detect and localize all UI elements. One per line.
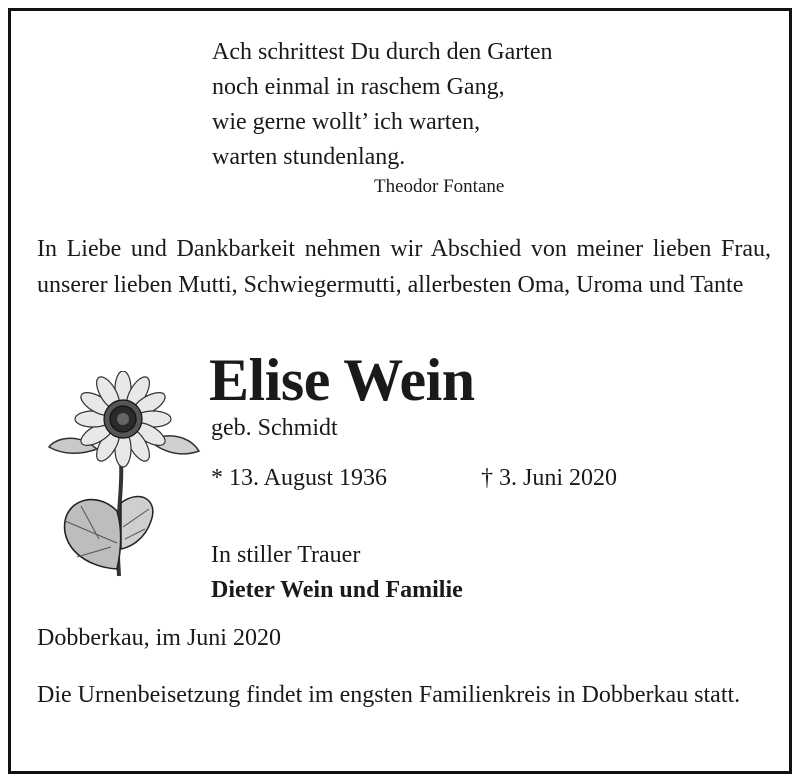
poem-line: Ach schrittest Du durch den Garten: [212, 39, 553, 65]
birth-name: geb. Schmidt: [211, 415, 338, 441]
mourning-line: In stiller Trauer: [211, 542, 361, 568]
poem-author: Theodor Fontane: [374, 176, 505, 197]
poem: [212, 35, 553, 175]
place-date: Dobberkau, im Juni 2020: [37, 625, 281, 651]
deceased-name: Elise Wein: [209, 347, 475, 413]
obituary-notice: [8, 8, 792, 774]
poem-line: warten stundenlang.: [212, 144, 406, 170]
birth-date: * 13. August 1936: [211, 465, 388, 491]
poem-line: wie gerne wollt’ ich warten,: [212, 109, 481, 135]
death-date: † 3. Juni 2020: [481, 465, 618, 491]
mourning-block: [211, 538, 463, 608]
intro-text: In Liebe und Dankbarkeit nehmen wir Abschied von meiner lieben Frau, unserer lieben Mutti, Schwiegermutti, allerbesten Oma, Uroma und Tante: [37, 236, 771, 298]
burial-note: Die Urnenbeisetzung findet im engsten Familienkreis in Dobberkau statt.: [37, 682, 741, 708]
mourners: Dieter Wein und Familie: [211, 577, 463, 603]
poem-line: noch einmal in raschem Gang,: [212, 74, 505, 100]
sunflower-icon: [41, 371, 206, 581]
